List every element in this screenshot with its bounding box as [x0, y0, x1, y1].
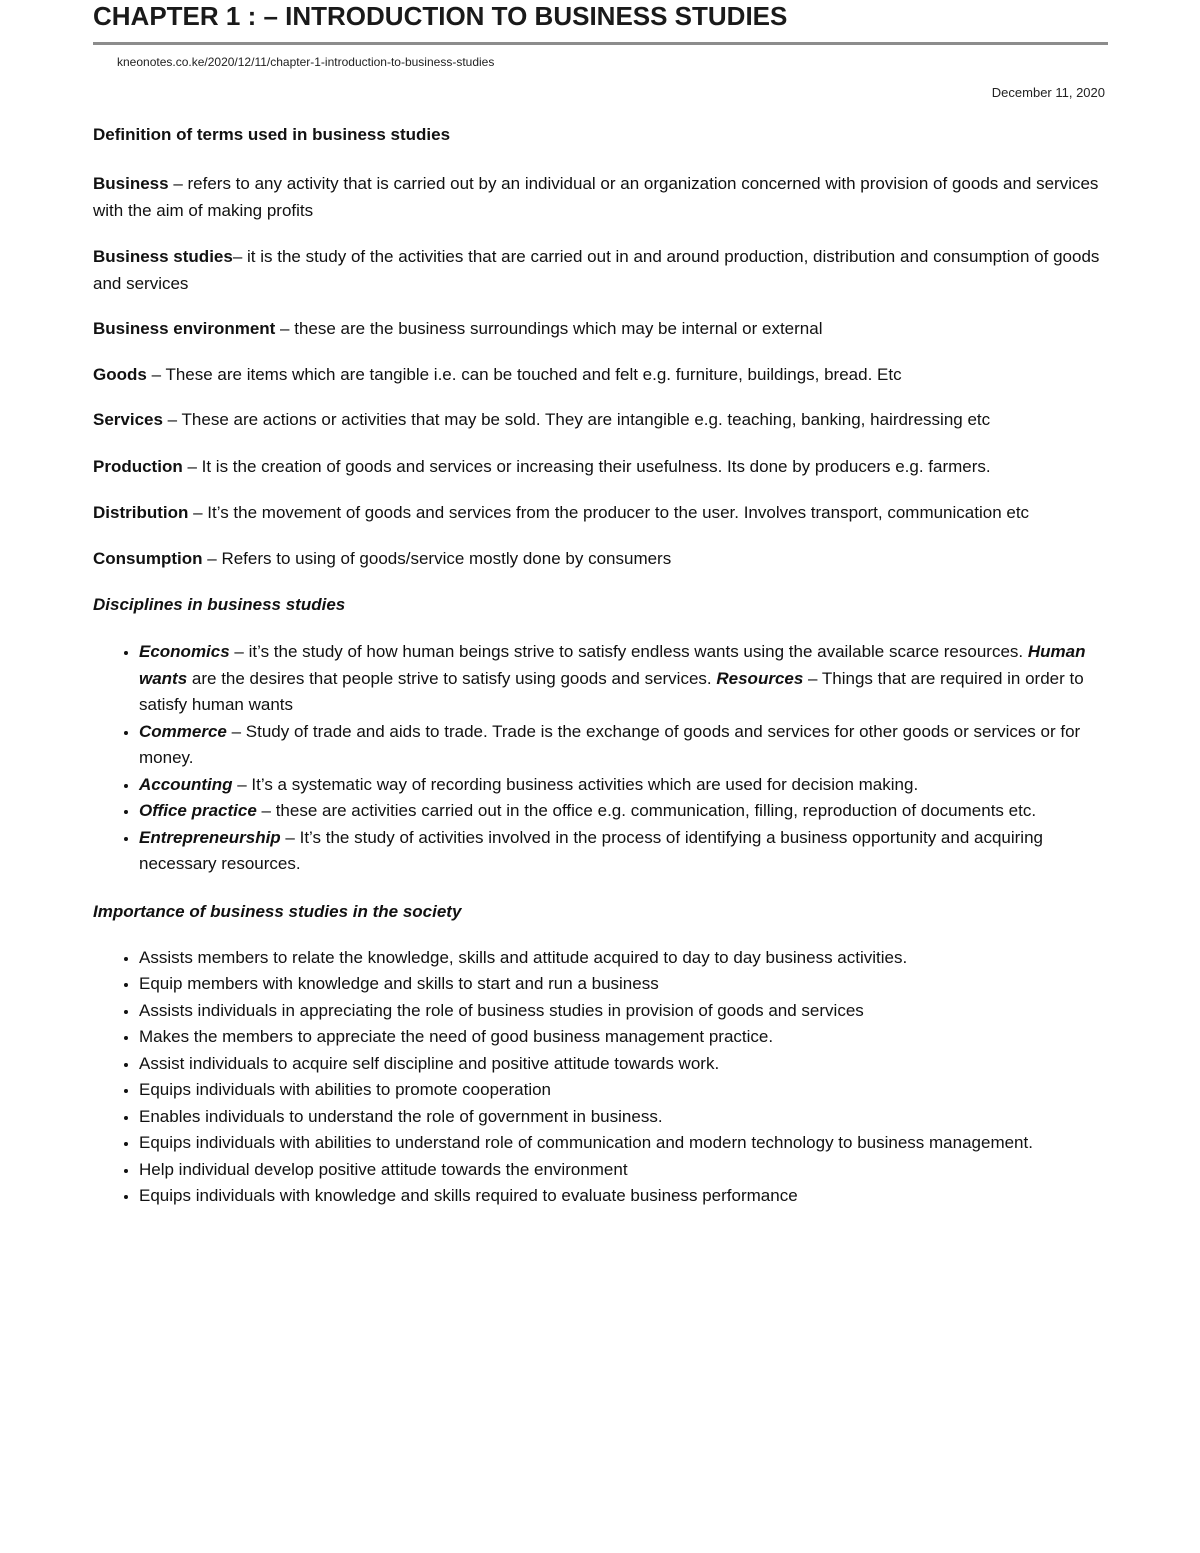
definition-text: – it is the study of the activities that are carried out in and around production, distribution and consumption of goods and services [93, 247, 1100, 293]
title-divider [93, 42, 1108, 45]
definition-text: – these are the business surroundings which may be internal or external [275, 319, 823, 338]
list-item [139, 719, 1108, 772]
list-item: • Equip members with knowledge and skills to start and run a business [139, 971, 1108, 998]
importance-heading: Importance of business studies in the society [93, 901, 462, 921]
discipline-text: – Things that are required in order to satisfy human wants [139, 668, 1084, 714]
definition-term: Business environment [93, 319, 276, 338]
discipline-text: – these are activities carried out in the office e.g. communication, filling, reproduction of documents etc. [256, 801, 1037, 820]
discipline-term: Resources [716, 668, 804, 688]
definition-business-environment [93, 315, 1108, 342]
definition-term: Production [93, 457, 183, 476]
definition-term: Business [93, 174, 169, 193]
discipline-term: Accounting [139, 774, 233, 794]
definition-distribution [93, 499, 1108, 526]
list-item [139, 772, 1108, 799]
definition-text: – Refers to using of goods/service mostly done by consumers [202, 549, 672, 568]
discipline-text: – It’s the study of activities involved in the process of identifying a business opportunity and acquiring necessary resources. [139, 827, 1043, 873]
list-item: • Equips individuals with abilities to understand role of communication and modern technology to business management. [139, 1130, 1108, 1157]
definition-services [93, 406, 1108, 433]
list-item: • Assists individuals in appreciating the role of business studies in provision of goods and services [139, 998, 1108, 1025]
definition-text: – It’s the movement of goods and services from the producer to the user. Involves transport, communication etc [188, 503, 1030, 522]
definition-goods [93, 361, 1108, 388]
page-title: CHAPTER 1 : – INTRODUCTION TO BUSINESS STUDIES [93, 1, 788, 31]
list-item: • Equips individuals with abilities to promote cooperation [139, 1077, 1108, 1104]
list-item: • Equips individuals with knowledge and skills required to evaluate business performance [139, 1183, 1108, 1210]
definition-term: Goods [93, 365, 147, 384]
definitions-heading: Definition of terms used in business studies [93, 125, 451, 144]
list-item: • Assist individuals to acquire self discipline and positive attitude towards work. [139, 1051, 1108, 1078]
list-item [139, 798, 1108, 825]
definition-business-studies [93, 243, 1108, 297]
discipline-text: are the desires that people strive to satisfy using goods and services. [187, 668, 717, 688]
discipline-term: Economics [139, 642, 230, 661]
definition-text: – These are actions or activities that may be sold. They are intangible e.g. teaching, banking, hairdressing etc [162, 410, 991, 429]
source-url: kneonotes.co.ke/2020/12/11/chapter-1-introduction-to-business-studies [117, 55, 495, 69]
list-item: • Assists members to relate the knowledge, skills and attitude acquired to day to day business activities. [139, 945, 1108, 972]
discipline-term: Human wants [139, 642, 1086, 688]
publish-date: December 11, 2020 [991, 85, 1105, 100]
document-page [93, 0, 1108, 1210]
discipline-term: Commerce [139, 721, 227, 741]
list-item [139, 639, 1108, 719]
definition-term: Business studies [93, 247, 233, 266]
definition-term: Services [93, 410, 163, 429]
discipline-term: Office practice [139, 801, 257, 820]
definition-text: – These are items which are tangible i.e. can be touched and felt e.g. furniture, buildings, bread. Etc [146, 365, 902, 384]
disciplines-list [93, 639, 1108, 878]
list-item: • Makes the members to appreciate the need of good business management practice. [139, 1024, 1108, 1051]
discipline-term: Entrepreneurship [139, 827, 281, 847]
list-item: • Enables individuals to understand the role of government in business. [139, 1104, 1108, 1131]
list-item: • Help individual develop positive attitude towards the environment [139, 1157, 1108, 1184]
definition-business [93, 170, 1108, 224]
definition-production [93, 453, 1108, 480]
definition-text: – refers to any activity that is carried out by an individual or an organization concerned with provision of goods and services with the aim of making profits [93, 174, 1099, 220]
definition-consumption [93, 545, 1108, 572]
discipline-text: – Study of trade and aids to trade. Trade is the exchange of goods and services for other goods or services or for money. [139, 721, 1081, 767]
discipline-text: – It’s a systematic way of recording business activities which are used for decision making. [232, 774, 919, 794]
definition-term: Consumption [93, 549, 203, 568]
definition-term: Distribution [93, 503, 189, 522]
discipline-text: – it’s the study of how human beings strive to satisfy endless wants using the available scarce resources. [229, 642, 1028, 661]
list-item [139, 825, 1108, 878]
importance-list [93, 945, 1108, 1210]
disciplines-heading: Disciplines in business studies [93, 595, 346, 614]
definition-text: – It is the creation of goods and services or increasing their usefulness. Its done by producers e.g. farmers. [182, 457, 991, 476]
